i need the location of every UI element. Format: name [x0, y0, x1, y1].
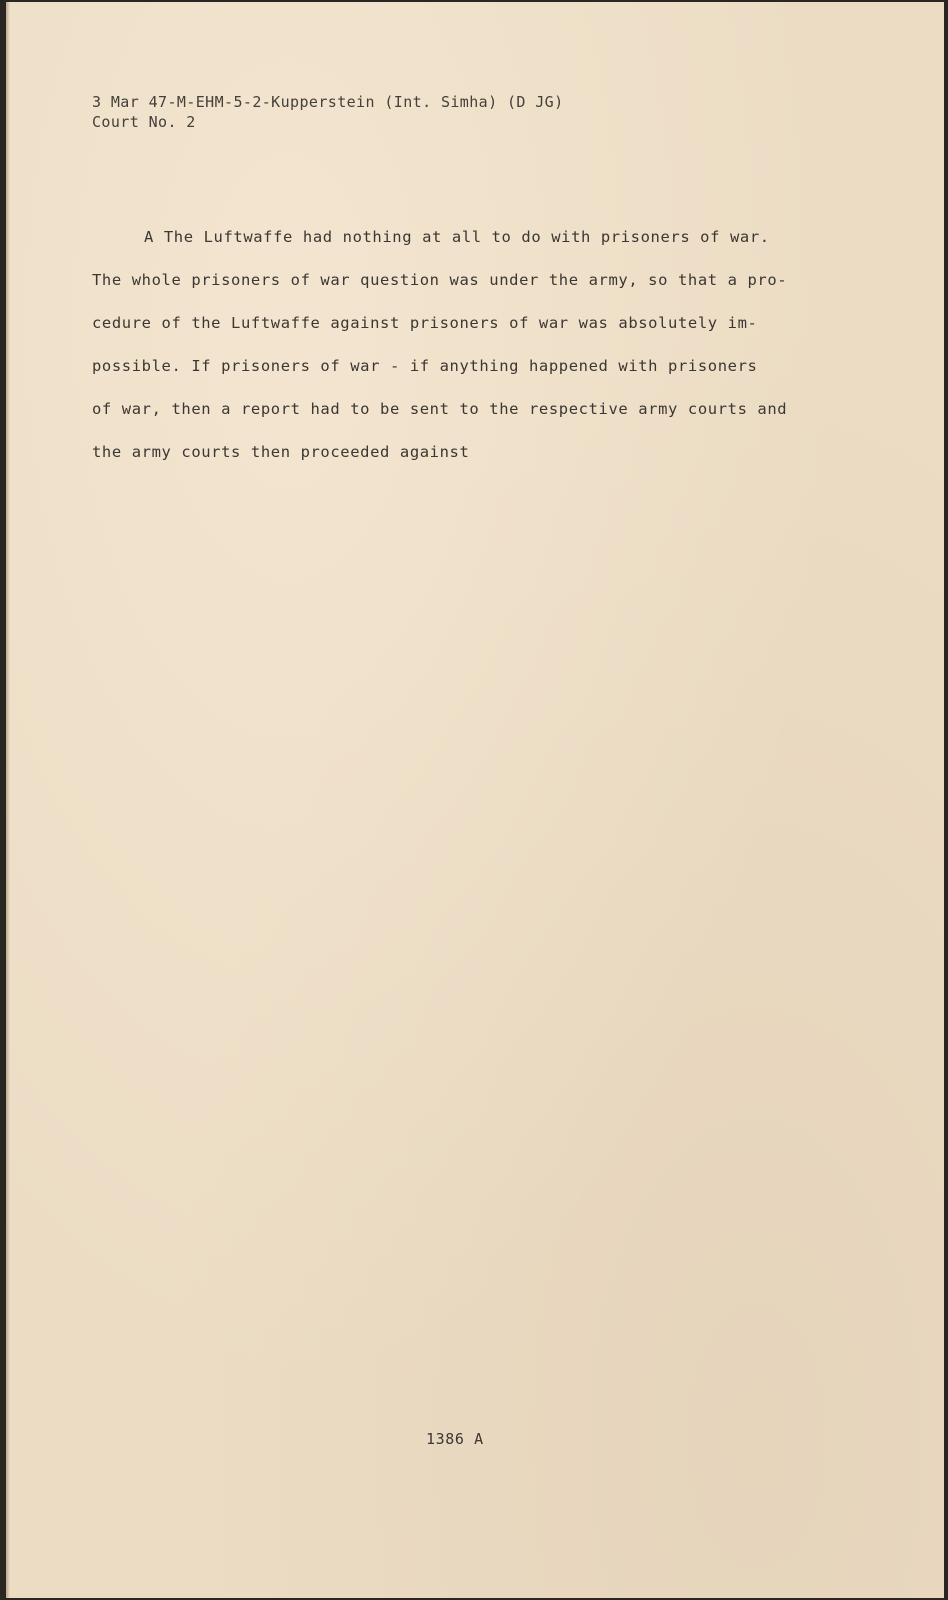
header-reference-line: 3 Mar 47-M-EHM-5-2-Kupperstein (Int. Simha) (D JG) — [92, 93, 564, 111]
header-court-line: Court No. 2 — [92, 113, 196, 131]
document-header — [92, 92, 564, 132]
page-edge-shadow — [6, 2, 10, 1598]
testimony-line: of war, then a report had to be sent to the respective army courts and — [92, 400, 788, 418]
testimony-paragraph — [92, 216, 832, 474]
testimony-line: possible. If prisoners of war - if anything happened with prisoners — [92, 357, 758, 375]
testimony-line: cedure of the Luftwaffe against prisoners of war was absolutely im- — [92, 314, 758, 332]
document-page — [6, 2, 944, 1598]
testimony-line: The whole prisoners of war question was under the army, so that a pro- — [92, 271, 788, 289]
page-number: 1386 A — [426, 1430, 484, 1448]
testimony-line: A The Luftwaffe had nothing at all to do with prisoners of war. — [144, 228, 770, 246]
testimony-line: the army courts then proceeded against — [92, 443, 470, 461]
